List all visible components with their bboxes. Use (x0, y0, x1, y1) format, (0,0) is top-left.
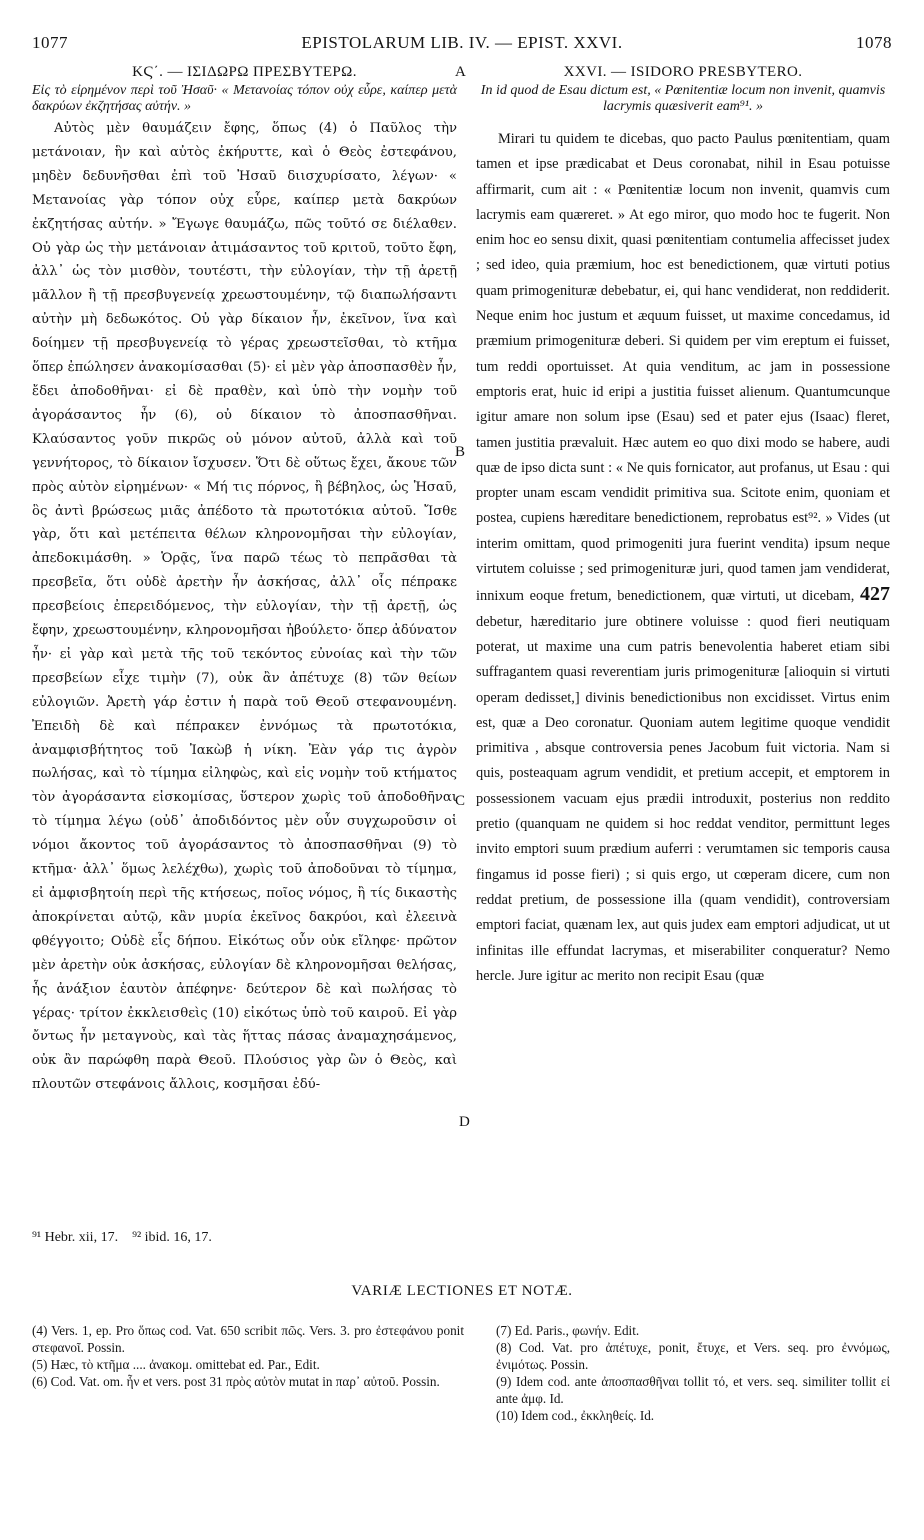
margin-letter-a: A (455, 64, 466, 80)
note-4: (4) Vers. 1, ep. Pro ὅπως cod. Vat. 650 scribit πῶς. Vers. 3. pro ἐστεφάνου ponit στεφανοῖ. Possin. (32, 1323, 464, 1355)
running-title: EPISTOLARUM LIB. IV. — EPIST. XXVI. (301, 33, 623, 52)
note-7: (7) Ed. Paris., φωνήν. Edit. (496, 1323, 640, 1338)
greek-column (32, 62, 457, 1097)
greek-letter-heading: ΚϚ΄. — ΙΣΙΔΩΡΩ ΠΡΕΣΒΥΤΕΡΩ. (132, 64, 357, 80)
note-5: (5) Hæc, τὸ κτῆμα .... ἀνακομ. omittebat ed. Par., Edit. (32, 1357, 320, 1372)
latin-letter-heading: XXVI. — ISIDORO PRESBYTERO. (563, 64, 803, 80)
latin-letter-subtitle: In id quod de Esau dictum est, « Pœnitentiæ locum non invenit, quamvis lacrymis quæsiverit eam⁹¹. » (480, 83, 886, 114)
note-6: (6) Cod. Vat. om. ἦν et vers. post 31 πρὸς αὐτὸν mutat in παρ᾽ αὐτοῦ. Possin. (32, 1374, 440, 1389)
margin-letter-c: C (455, 793, 466, 809)
margin-letter-b: B (455, 444, 466, 460)
notes-left-column (32, 1322, 464, 1390)
greek-letter-subtitle: Εἰς τὸ εἰρημένον περὶ τοῦ Ἠσαῦ· « Μετανοίας τόπον οὐχ εὗρε, καίπερ μετὰ δακρύων ἐκζητήσας αὐτήν. » (32, 83, 457, 114)
footnotes: ⁹¹ Hebr. xii, 17. ⁹² ibid. 16, 17. (32, 1230, 212, 1245)
margin-letter-d: D (459, 1114, 470, 1130)
page-number-right: 1078 (856, 33, 892, 52)
variae-lectiones-title: VARIÆ LECTIONES ET NOTÆ. (351, 1283, 573, 1299)
column-page-marker: 427 (859, 583, 890, 606)
latin-body-part-2: debetur, hæreditario jure obtinere voluisse : quod fieri neutiquam poterat, ut maxime una cum patris benevolentia haberet etiam sibi suffragantem quasi reverentiam juris primogenituræ [alioquin si virtuti operam dedisset,] divinis benedictionibus non excidisset. Virtus enim est, quæ a Deo coronatur. Quoniam autem legitime quoque vendidit primitiva , absque controversia penes Jacobum fuit victoria. Nam si quis, posteaquam agrum vendidit, et pretium accepit, et emptorem in possessionem vacuam ejus prædii introduxit, posterius non reddito pretio (quanquam ne quidem si hoc reddat venditor, permittunt leges invito emptori suum prædium auferri : verumtamen sic temporis causa fingamus id posse fieri) ; si quis ergo, ut cœperam dicere, cum non reddat pretium, de possessione illa (quam vendidit), controversiam emptori faciat, quænam lex, aut quis judex eam emptori adjudicat, ut ut infinitas ille effundat lacrymas, et miserabiliter conqueratur? Nemo hercle. Jure igitur ac merito non recipit Esau (quæ (476, 613, 890, 984)
latin-letter-body (476, 127, 890, 989)
note-10: (10) Idem cod., ἐκκληθείς. Id. (496, 1408, 655, 1423)
latin-body-part-1: Mirari tu quidem te dicebas, quo pacto Paulus pœnitentiam, quam tamen et ipse prædicabat et Deus coronabat, nihil in Esau potuisse affirmarit, cum ait : « Pœnitentiæ locum non invenit, quamvis cum lacrymis eam quæreret. » At ego miror, quo modo hoc te fugerit. Non enim hoc eo sensu dixit, quasi pœnitentiam contumelia affecisset judex ; sed ideo, quia præmium, hoc est benedictionem, quæ virtuti potius quam primogenituræ debebatur, ei, qui hanc vendiderat, non reddiderit. Neque enim hoc justum et æquum fuisset, ut maxime concedamus, id præmium primogenituræ deberi. Si quidem per vim ereptum ei fuisset, tum reddi oportuisset. At quia venditum, ac jam in possessione emptoris erat, huic id eripi a justitia fuisset alienum. Quantumcunque igitur amare non solum ipse (Esau) sed et pater ejus (Isaac) fleret, tamen justitia prævaluit. Hæc autem eo quo dixi modo se habere, audi quæ de ipso dicta sunt : « Ne quis fornicator, aut profanus, ut Esau : qui propter unam escam vendidit primitiva sua. Scitote enim, quoniam et postea, cupiens hæreditare benedictionem, reprobatus est⁹². » Vides (ut interim omittam, quod primogeniti jura fuerint vendita) ipsum neque virtutem coluisse ; sed primogenituræ juri, quod tamen jam vendiderat, innixum eoque fretum, benedictionem, quæ virtuti, ut dicebam, (476, 131, 890, 605)
note-8: (8) Cod. Vat. pro ἀπέτυχε, ponit, ἔτυχε, et Vers. seq. pro ἐννόμως, ἐνιμότως. Possin. (496, 1340, 890, 1372)
latin-column (476, 62, 890, 989)
note-9: (9) Idem cod. ante ἀποσπασθῆναι tollit τό, et vers. seq. similiter tollit εἰ ante ἀμφ. Id. (496, 1374, 890, 1406)
page-number-left: 1077 (32, 33, 68, 52)
greek-letter-body: Αὐτὸς μὲν θαυμάζειν ἔφης, ὅπως (4) ὁ Παῦλος τὴν μετάνοιαν, ἣν καὶ αὐτὸς ἐκήρυττε, καὶ ὁ Θεὸς ἐστεφάνου, μηδὲν δεδυνῆσθαι ἐπὶ τοῦ Ἠσαῦ διισχυρίσατο, λέγων· « Μετανοίας γὰρ τόπον οὐχ εὗρε, καίπερ μετὰ δακρύων ἐκζητήσας αὐτήν. » Ἔγωγε θαυμάζω, πῶς τοῦτό σε διέλαθεν. Οὐ γὰρ ὡς τὴν μετάνοιαν ἀτιμάσαντος τοῦ κριτοῦ, τοῦτο ἔφη, ἀλλ᾽ ὡς τὸν μισθὸν, τουτέστι, τὴν εὐλογίαν, τὴν τῇ ἀρετῇ μᾶλλον ἢ τῇ πρεσβυγενείᾳ χρεωστουμένην, τῷ διαπωλήσαντι αὐτὴν μὴ δεδωκότος. Οὐ γὰρ δίκαιον ἦν, ἐκεῖνον, ἵνα καὶ δοίημεν τῇ πρεσβυγενείᾳ τὸ γέρας χρεωστεῖσθαι, τὸ κτῆμα ὅπερ ἐπώλησεν ἀνακομίσασθαι (5)· εἰ μὲν γὰρ ἀποσπασθὲν ἦν, ἔδει ἀποδοθῆναι· εἰ δὲ πραθὲν, καὶ ὑπὸ τὴν νομὴν τοῦ ἀγοράσαντος ἦν (6), οὐ δίκαιον τὸ ἀποσπασθῆναι. Κλαύσαντος γοῦν πικρῶς οὐ μόνον αὐτοῦ, ἀλλὰ καὶ τοῦ γεννήτορος, τὸ δίκαιον ἴσχυσεν. Ὅτι δὲ οὕτως ἔχει, ἄκουε τῶν πρὸς αὐτὸν εἰρημένων· « Μή τις πόρνος, ἢ βέβηλος, ὡς Ἠσαῦ, ὃς ἀντὶ βρώσεως μιᾶς ἀπέδοτο τὰ πρωτοτόκια αὐτοῦ. Ἴσθε γὰρ, ὅτι καὶ μετέπειτα θέλων κληρονομῆσαι τὴν εὐλογίαν, ἀπεδοκιμάσθη. » Ὁρᾷς, ἵνα παρῶ τέως τὸ πεπρᾶσθαι τὰ πρεσβεῖα, ὅτι οὐδὲ ἀρετὴν ἦν ἀσκήσας, ἀλλ᾽ οἷς πέπρακε πρεσβείοις ἐπερειδόμενος, τὴν εὐλογίαν, τὴν τῇ ἀρετῇ, ὡς ἔφην, χρεωστουμένην, κληρονομῆσαι ἠβούλετο· ὅπερ ἀδύνατον ἦν· εἰ γὰρ καὶ μετὰ τῆς τοῦ τεκόντος εὐνοίας καὶ τὴν τῶν πρεσβείων εἶχε τιμὴν (7), οὐκ ἂν ἀπέτυχε (8) τῶν θείων εὐλογιῶν. Ἀρετὴ γάρ ἐστιν ἡ παρὰ τοῦ Θεοῦ στεφανουμένη. Ἐπειδὴ δὲ καὶ πέπρακεν ἐννόμως τὰ πρωτοτόκια, ἀναμφισβήτητος τοῦ Ἰακὼβ ἡ νίκη. Ἐὰν γάρ τις ἀγρὸν πωλήσας, καὶ τὸ τίμημα εἰληφὼς, καὶ εἰς νομὴν τοῦ κτήματος τὸν ἀγοράσαντα εἰσκομίσας, ὕστερον χωρὶς τοῦ ἀποδοθῆναι τὸ τίμημα λέγω (οὐδ᾽ ἀποδιδόντος μὲν οὖν συγχωροῦσιν οἱ νόμοι ἄκοντος τοῦ ἀγοράσαντος τὸ ἀποσπασθῆναι (9) τὸ κτῆμα· ἀλλ᾽ ὅμως λελέχθω), χωρὶς τοῦ ἀποδοῦναι τὸ τίμημα, εἰ ἀμφισβητοίη περὶ τῆς κτήσεως, ποῖος νόμος, ἢ τίς δικαστὴς ἀποκρίνεται αὐτῷ, κἂν μυρία ἐκεῖνος δακρύοι, καὶ ἐλεεινὰ φθέγγοιτο; Οὐδὲ εἷς δήπου. Εἰκότως οὖν οὐκ εἴληφε· πρῶτον μὲν ἀρετὴν οὐκ ἀσκήσας, εὐλογίαν δὲ κληρονομῆσαι θελήσας, ἧς ἀνάξιον ἑαυτὸν ἀπέφηνε· δεύτερον δὲ καὶ πωλήσας τὸ γέρας· τρίτον ἐκκλεισθεὶς (10) εἰκότως ὑπὸ τοῦ καιροῦ. Εἰ γὰρ ὄντως ἦν μεταγνοὺς, καὶ τὰς ἥττας πάσας ἀναμαχησάμενος, οὐκ ἂν παρώφθη παρὰ Θεοῦ. Πλούσιος γὰρ ὢν ὁ Θεὸς, καὶ πλουτῶν στεφάνοις ἄλλοις, κοσμῆσαι ἐδύ- (32, 121, 457, 1093)
notes-right-column (496, 1322, 890, 1424)
running-head (32, 33, 892, 55)
